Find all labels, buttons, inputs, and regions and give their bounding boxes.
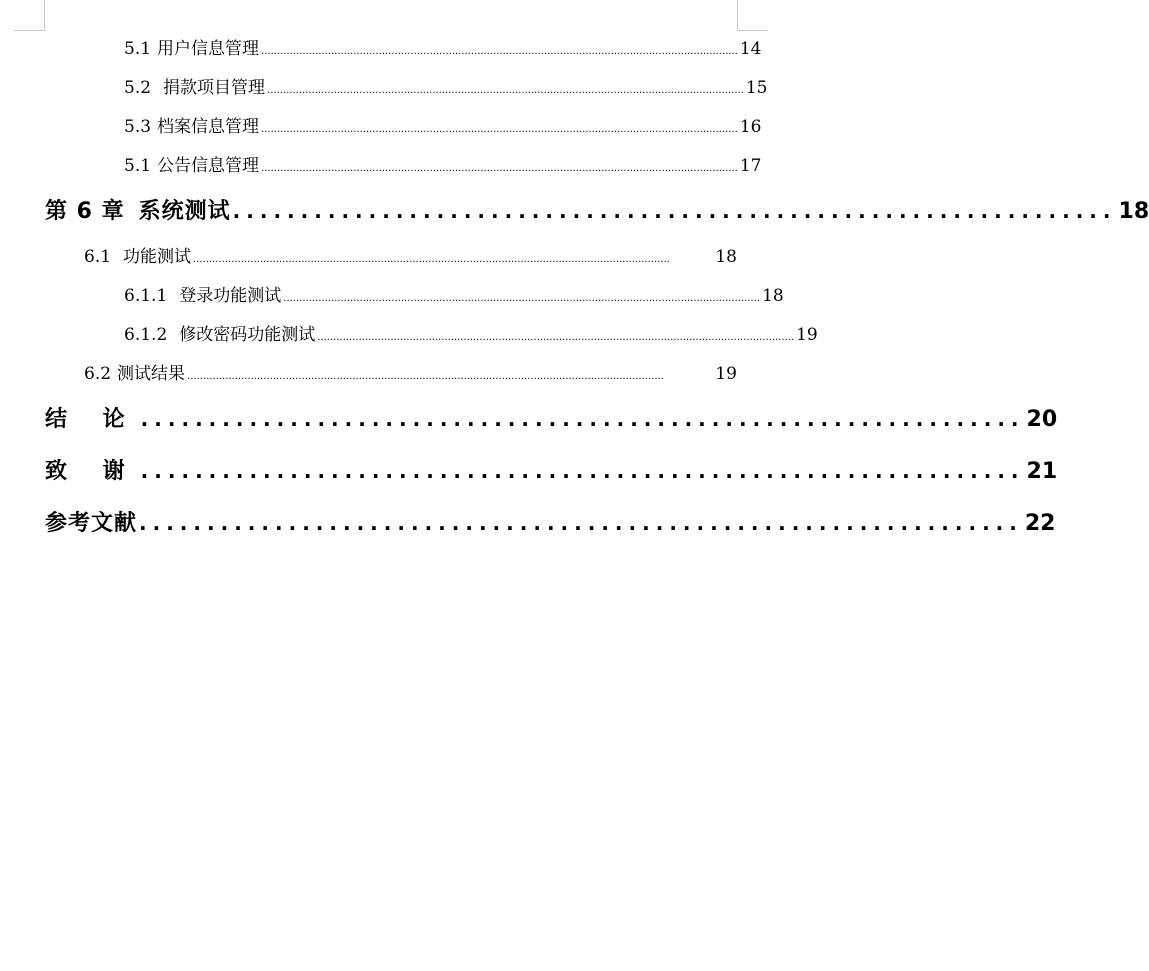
toc-page-number: 18: [1118, 199, 1149, 224]
toc-entry-label: 5.1 公告信息管理: [124, 156, 260, 176]
toc-page-number: 18: [762, 286, 784, 306]
toc-chapter-entry[interactable]: [45, 507, 1056, 539]
toc-chapter-entry[interactable]: [45, 403, 1058, 435]
toc-chapter-label: 第 6 章 系统测试: [45, 199, 231, 224]
dot-leader: ......................................................................................................................................................: [193, 254, 670, 265]
toc-page-number: 16: [739, 117, 762, 137]
toc-entry[interactable]: [124, 323, 818, 347]
dot-leader: .................................................................: [232, 199, 1117, 223]
dot-leader: ......................................................................................................................................................: [317, 332, 795, 343]
toc-entry-label: 5.3 档案信息管理: [124, 117, 260, 137]
toc-entry[interactable]: [124, 284, 784, 308]
dot-leader: .................................................................: [139, 511, 1023, 535]
dot-leader: ......................................................................................................................................................: [187, 371, 664, 382]
toc-chapter-entry[interactable]: [45, 455, 1058, 487]
toc-entry[interactable]: [124, 37, 762, 61]
toc-page-number: 22: [1024, 511, 1056, 536]
toc-page-number: 14: [739, 39, 762, 59]
dot-leader: ......................................................................................................................................................: [283, 293, 761, 304]
toc-entry[interactable]: [124, 76, 768, 100]
toc-chapter-label: 参考文献: [45, 511, 138, 536]
toc-entry-label: 5.1 用户信息管理: [124, 39, 260, 59]
toc-page-number: 18: [715, 247, 737, 267]
dot-leader: ......................................................................................................................................................: [267, 85, 744, 96]
toc-page-number: 19: [715, 364, 737, 384]
toc-chapter-label: 结 论: [45, 407, 139, 432]
dot-leader: .................................................................: [140, 459, 1025, 483]
toc-page-number: 17: [739, 156, 762, 176]
toc-entry[interactable]: [84, 245, 737, 269]
corner-mark-top-right: [737, 0, 768, 31]
toc-page-number: 20: [1026, 407, 1058, 432]
toc-page-number: 21: [1026, 459, 1058, 484]
toc-entry[interactable]: [84, 362, 737, 386]
dot-leader: ......................................................................................................................................................: [261, 163, 738, 174]
toc-page-number: 19: [796, 325, 818, 345]
toc-entry-label: 6.1 功能测试: [84, 247, 192, 267]
toc-chapter-entry[interactable]: [45, 195, 1149, 227]
dot-leader: ......................................................................................................................................................: [261, 124, 738, 135]
toc-entry[interactable]: [124, 115, 762, 139]
toc-entry[interactable]: [124, 154, 762, 178]
toc-page-number: 15: [745, 78, 768, 98]
toc-entry-label: 5.2 捐款项目管理: [124, 78, 266, 98]
dot-leader: ......................................................................................................................................................: [261, 46, 738, 57]
toc-entry-label: 6.1.2 修改密码功能测试: [124, 325, 316, 345]
toc-entry-label: 6.2 测试结果: [84, 364, 186, 384]
dot-leader: .................................................................: [140, 407, 1025, 431]
corner-mark-top-left: [14, 0, 45, 31]
toc-entry-label: 6.1.1 登录功能测试: [124, 286, 282, 306]
toc-chapter-label: 致 谢: [45, 459, 139, 484]
